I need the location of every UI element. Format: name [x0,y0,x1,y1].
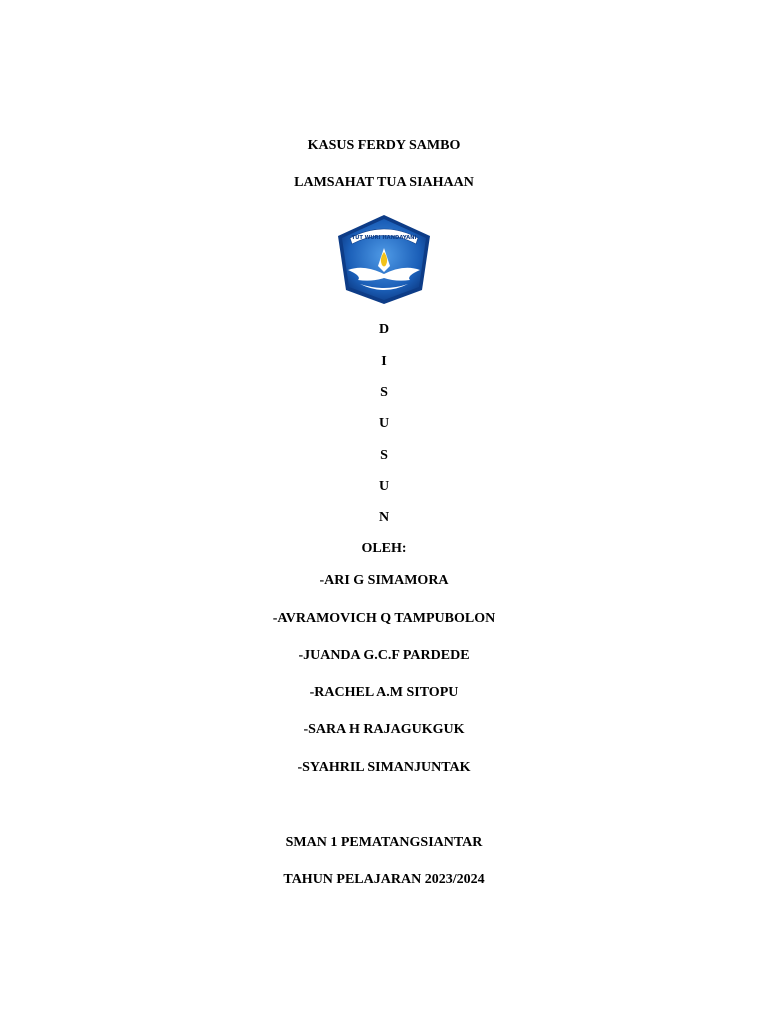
document-title: KASUS FERDY SAMBO [307,138,461,153]
disusun-letter-6: U [378,479,390,494]
disusun-letter-4: U [378,416,390,431]
disusun-letter-2: I [381,354,387,369]
member-name: -ARI G SIMAMORA [319,573,449,588]
member-name: -JUANDA G.C.F PARDEDE [298,648,470,663]
academic-year: TAHUN PELAJARAN 2023/2024 [283,872,485,887]
emblem-motto: TUT WURI HANDAYANI [351,235,417,241]
school-name: SMAN 1 PEMATANGSIANTAR [285,835,483,850]
document-subtitle: LAMSAHAT TUA SIAHAAN [294,175,474,190]
disusun-letter-3: S [380,385,388,400]
disusun-letter-5: S [380,448,388,463]
member-name: -SYAHRIL SIMANJUNTAK [297,760,471,775]
oleh-label: OLEH: [361,541,407,556]
disusun-letter-7: N [378,510,390,525]
member-name: -SARA H RAJAGUKGUK [303,722,465,737]
member-name: -AVRAMOVICH Q TAMPUBOLON [272,611,496,626]
member-name: -RACHEL A.M SITOPU [309,685,459,700]
tut-wuri-handayani-emblem-icon [334,212,434,307]
disusun-letter-1: D [378,322,390,337]
